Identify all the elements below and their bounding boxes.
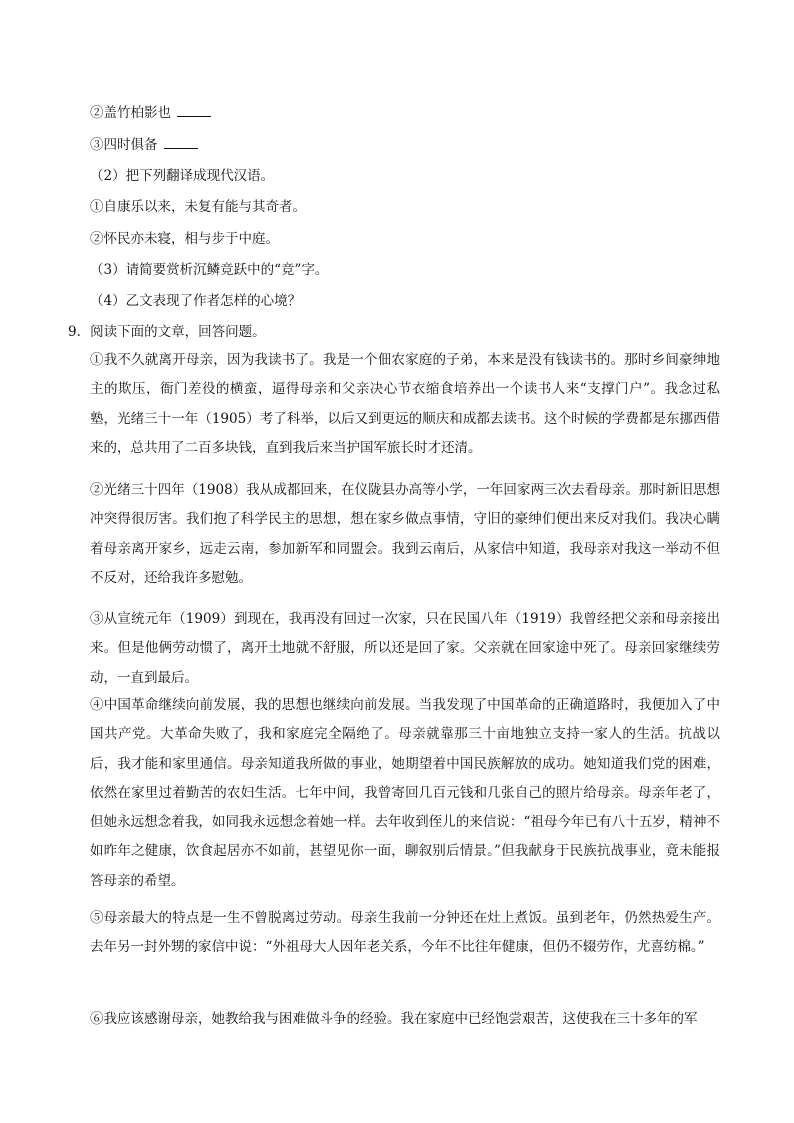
q9-title: 9．阅读下面的文章，回答问题。 [68, 324, 266, 340]
q8-part-3: （3）请简要赏析沉鳞竞跃中的“竞”字。 [90, 262, 329, 278]
answer-blank [164, 136, 198, 149]
q8-translation-2: ②怀民亦未寝，相与步于中庭。 [90, 231, 279, 247]
q8-part-4: （4）乙文表现了作者怎样的心境？ [90, 293, 302, 309]
q8-item-2-text: ②盖竹柏影也 [90, 105, 171, 121]
q9-paragraph-1: ①我不久就离开母亲，因为我读书了。我是一个佃农家庭的子弟，本来是没有钱读书的。那时乡间豪绅地主的欺压，衙门差役的横蛮，逼得母亲和父亲决心节衣缩食培养出一个读书人来“支撑门户”。我念过私塾，光绪三十一年（1905）考了科举，以后又到更远的顺庆和成都去读书。这个时候的学费都是东挪西借来的，总共用了二百多块钱，直到我后来当护国军旅长时才还清。 [90, 352, 720, 456]
q9-paragraph-3: ③从宣统元年（1909）到现在，我再没有回过一次家，只在民国八年（1919）我曾经把父亲和母亲接出来。但是他俩劳动惯了，离开土地就不舒服，所以还是回了家。父亲就在回家途中死了。母亲回家继续劳动，一直到最后。 [90, 611, 720, 686]
q9-paragraph-2: ②光绪三十四年（1908）我从成都回来，在仪陇县办高等小学，一年回家两三次去看母亲。那时新旧思想冲突得很厉害。我们抱了科学民主的思想，想在家乡做点事情，守旧的豪绅们便出来反对我们。我决心瞒着母亲离开家乡，远走云南，参加新军和同盟会。我到云南后，从家信中知道，我母亲对我这一举动不但不反对，还给我许多慰勉。 [90, 482, 720, 586]
q8-translation-1: ①自康乐以来，未复有能与其奇者。 [90, 199, 306, 215]
answer-blank [177, 104, 211, 117]
q8-item-3 [90, 136, 198, 154]
q8-item-3-text: ③四时俱备 [90, 137, 158, 153]
q8-item-2 [90, 104, 211, 122]
q8-part-2: （2）把下列翻译成现代汉语。 [90, 168, 275, 184]
q9-paragraph-4: ④中国革命继续向前发展，我的思想也继续向前发展。当我发现了中国革命的正确道路时，我便加入了中国共产党。大革命失败了，我和家庭完全隔绝了。母亲就靠那三十亩地独立支持一家人的生活。抗战以后，我才能和家里通信。母亲知道我所做的事业，她期望着中国民族解放的成功。她知道我们党的困难，依然在家里过着勤苦的农妇生活。七年中间，我曾寄回几百元钱和几张自己的照片给母亲。母亲年老了，但她永远想念着我，如同我永远想念着她一样。去年收到侄儿的来信说：“祖母今年已有八十五岁，精神不如昨年之健康，饮食起居亦不如前，甚望见你一面，聊叙别后情景。”但我献身于民族抗战事业，竟未能报答母亲的希望。 [90, 697, 720, 889]
q9-paragraph-6: ⑥我应该感谢母亲，她教给我与困难做斗争的经验。我在家庭中已经饱尝艰苦，这使我在三十多年的军 [90, 1011, 698, 1027]
q9-paragraph-5: ⑤母亲最大的特点是一生不曾脱离过劳动。母亲生我前一分钟还在灶上煮饭。虽到老年，仍然热爱生产。去年另一封外甥的家信中说：“外祖母大人因年老关系，今年不比往年健康，但仍不辍劳作，尤喜纺棉。” [90, 910, 720, 956]
